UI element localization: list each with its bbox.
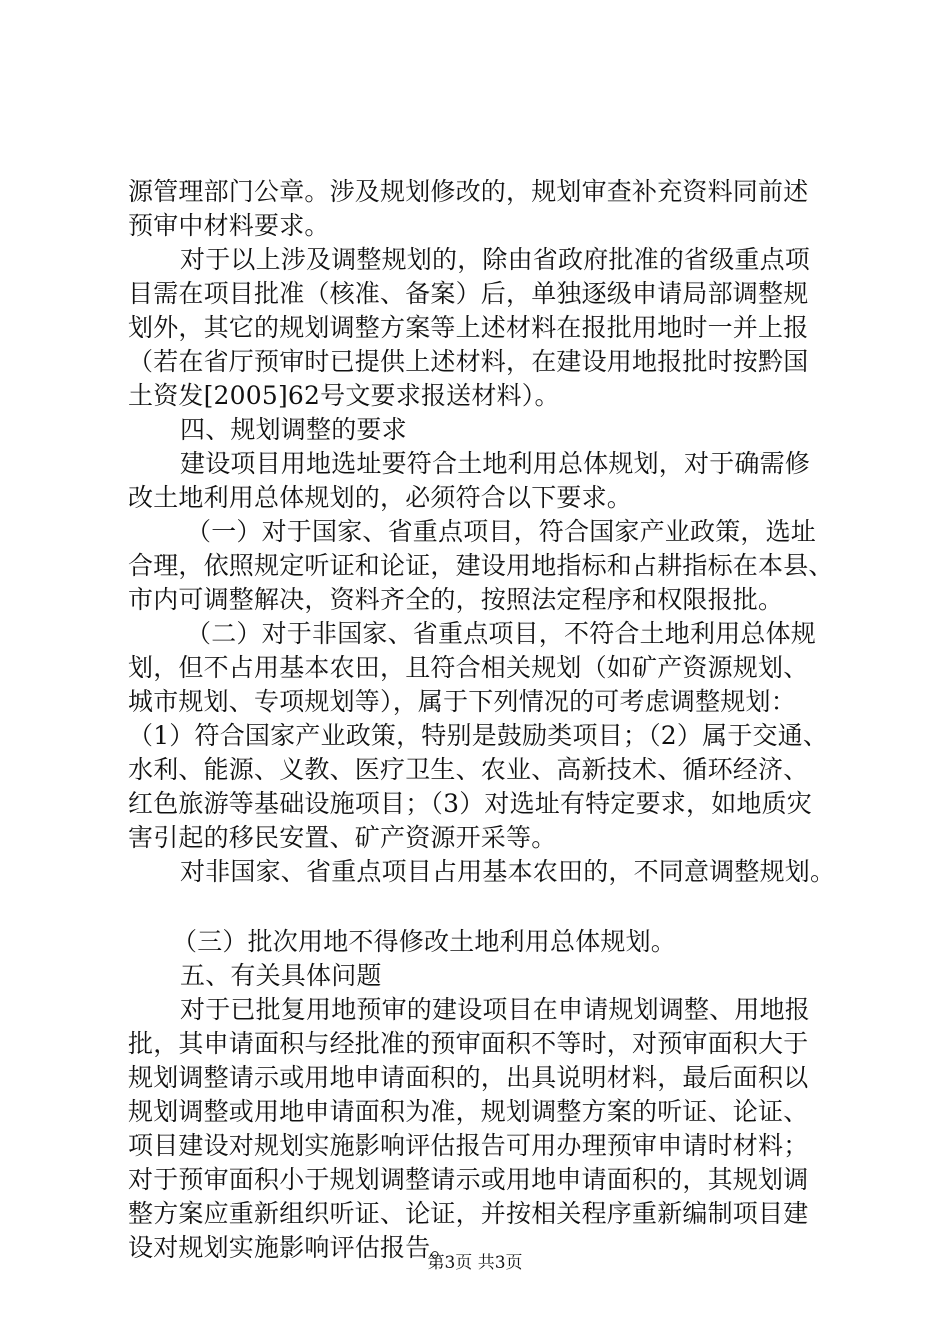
text-line: 对于预审面积小于规划调整请示或用地申请面积的，其规划调 [128, 1165, 809, 1194]
text-line: （三）批次用地不得修改土地利用总体规划。 [172, 927, 677, 956]
text-line: 水利、能源、义教、医疗卫生、农业、高新技术、循环经济、 [128, 755, 809, 784]
text-line: 规划调整或用地申请面积为准，规划调整方案的听证、论证、 [128, 1097, 809, 1126]
text-line: 害引起的移民安置、矿产资源开采等。 [128, 823, 557, 852]
text-line: 整方案应重新组织听证、论证，并按相关程序重新编制项目建 [128, 1199, 809, 1228]
text-line: 城市规划、专项规划等），属于下列情况的可考虑调整规划： [128, 687, 796, 716]
text-line: （一）对于国家、省重点项目，符合国家产业政策，选址 [186, 517, 817, 546]
text-line: （1）符合国家产业政策，特别是鼓励类项目；（2）属于交通、 [128, 721, 829, 750]
text-line: 市内可调整解决，资料齐全的，按照法定程序和权限报批。 [128, 585, 784, 614]
text-line: 对非国家、省重点项目占用基本农田的，不同意调整规划。 [180, 857, 836, 886]
text-line: 源管理部门公章。涉及规划修改的，规划审查补充资料同前述 [128, 177, 809, 206]
text-line: 预审中材料要求。 [128, 211, 330, 240]
text-line: 划外，其它的规划调整方案等上述材料在报批用地时一并上报 [128, 313, 809, 342]
text-line: （若在省厅预审时已提供上述材料，在建设用地报批时按黔国 [128, 347, 809, 376]
text-line: （二）对于非国家、省重点项目，不符合土地利用总体规 [186, 619, 817, 648]
text-line: 批，其申请面积与经批准的预审面积不等时，对预审面积大于 [128, 1029, 809, 1058]
text-line: 合理，依照规定听证和论证，建设用地指标和占耕指标在本县、 [128, 551, 834, 580]
text-line: 土资发[2005]62号文要求报送材料）。 [128, 381, 560, 410]
text-line: 项目建设对规划实施影响评估报告可用办理预审申请时材料； [128, 1131, 809, 1160]
text-line: 改土地利用总体规划的，必须符合以下要求。 [128, 483, 633, 512]
text-line: 设对规划实施影响评估报告。 [128, 1233, 456, 1262]
section-heading: 四、规划调整的要求 [180, 415, 407, 444]
text-line: 对于已批复用地预审的建设项目在申请规划调整、用地报 [180, 995, 811, 1024]
text-line: 对于以上涉及调整规划的，除由省政府批准的省级重点项 [180, 245, 811, 274]
text-line: 红色旅游等基础设施项目；（3）对选址有特定要求，如地质灾 [128, 789, 813, 818]
page-number: 第3页 共3页 [427, 1253, 523, 1273]
text-line: 建设项目用地选址要符合土地利用总体规划，对于确需修 [180, 449, 811, 478]
text-line: 规划调整请示或用地申请面积的，出具说明材料，最后面积以 [128, 1063, 809, 1092]
text-line: 划，但不占用基本农田，且符合相关规划（如矿产资源规划、 [128, 653, 809, 682]
section-heading: 五、有关具体问题 [180, 961, 382, 990]
text-line: 目需在项目批准（核准、备案）后，单独逐级申请局部调整规 [128, 279, 809, 308]
